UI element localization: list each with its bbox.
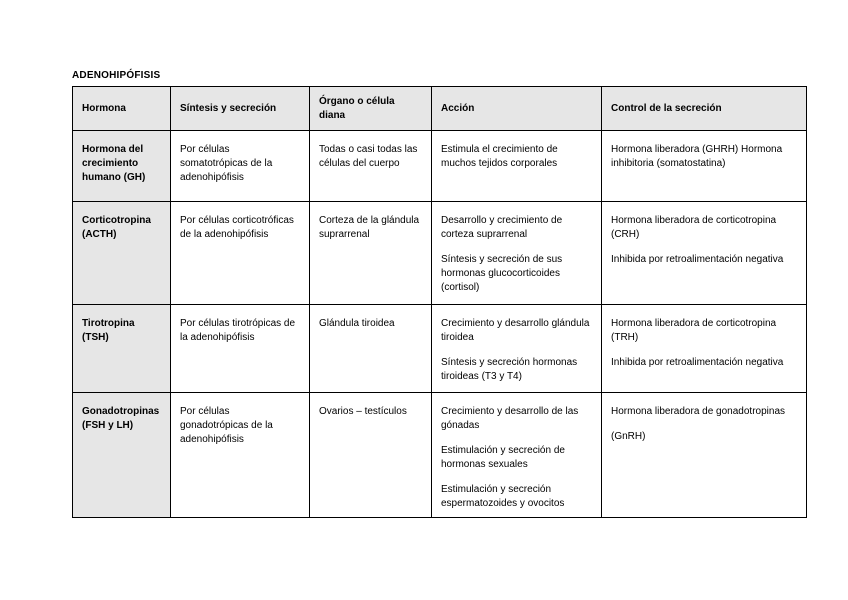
action-text: Estimula el crecimiento de muchos tejidos corporales (441, 144, 558, 169)
table-row (73, 393, 807, 518)
header-accion: Acción (432, 87, 602, 131)
table-row (73, 305, 807, 393)
table-row (73, 202, 807, 305)
synthesis-cell: Por células gonadotrópicas de la adenohipófisis (171, 393, 310, 518)
control-cell (602, 202, 807, 305)
action-text: Desarrollo y crecimiento de corteza suprarrenal (441, 215, 563, 240)
action-text: Crecimiento y desarrollo de las gónadas (441, 406, 579, 431)
control-cell (602, 393, 807, 518)
control-text: Inhibida por retroalimentación negativa (611, 254, 784, 265)
table-row (73, 131, 807, 202)
control-text: Hormona liberadora de corticotropina (TRH) (611, 318, 777, 343)
target-organ-cell: Glándula tiroidea (310, 305, 432, 393)
action-text: Síntesis y secreción de sus hormonas glucocorticoides (cortisol) (441, 254, 563, 293)
target-organ-cell: Todas o casi todas las células del cuerpo (310, 131, 432, 202)
target-organ-cell: Corteza de la glándula suprarrenal (310, 202, 432, 305)
synthesis-cell: Por células corticotróficas de la adenohipófisis (171, 202, 310, 305)
control-text: Inhibida por retroalimentación negativa (611, 357, 784, 368)
control-text: Hormona liberadora (GHRH) Hormona inhibitoria (somatostatina) (611, 144, 783, 169)
action-text: Síntesis y secreción hormonas tiroideas (T3 y T4) (441, 357, 578, 382)
control-cell (602, 131, 807, 202)
action-text: Crecimiento y desarrollo glándula tiroidea (441, 318, 590, 343)
table-header-row (73, 87, 807, 131)
control-text: Hormona liberadora de gonadotropinas (611, 406, 786, 417)
target-organ-cell: Ovarios – testículos (310, 393, 432, 518)
hormone-name-cell: Gonadotropinas (FSH y LH) (73, 393, 171, 518)
document-title: ADENOHIPÓFISIS (72, 70, 161, 81)
control-cell (602, 305, 807, 393)
synthesis-cell: Por células somatotrópicas de la adenohipófisis (171, 131, 310, 202)
hormone-name-cell: Corticotropina (ACTH) (73, 202, 171, 305)
adenohypophysis-table (72, 86, 807, 518)
action-cell (432, 393, 602, 518)
action-text: Estimulación y secreción espermatozoides y ovocitos (441, 484, 565, 509)
hormone-name-cell: Hormona del crecimiento humano (GH) (73, 131, 171, 202)
control-text: (GnRH) (611, 431, 646, 442)
synthesis-cell: Por células tirotrópicas de la adenohipófisis (171, 305, 310, 393)
header-organo: Órgano o célula diana (310, 87, 432, 131)
header-sintesis: Síntesis y secreción (171, 87, 310, 131)
header-hormona: Hormona (73, 87, 171, 131)
action-text: Estimulación y secreción de hormonas sexuales (441, 445, 565, 470)
header-control: Control de la secreción (602, 87, 807, 131)
hormone-name-cell: Tirotropina (TSH) (73, 305, 171, 393)
action-cell (432, 131, 602, 202)
action-cell (432, 305, 602, 393)
control-text: Hormona liberadora de corticotropina (CRH) (611, 215, 777, 240)
action-cell (432, 202, 602, 305)
